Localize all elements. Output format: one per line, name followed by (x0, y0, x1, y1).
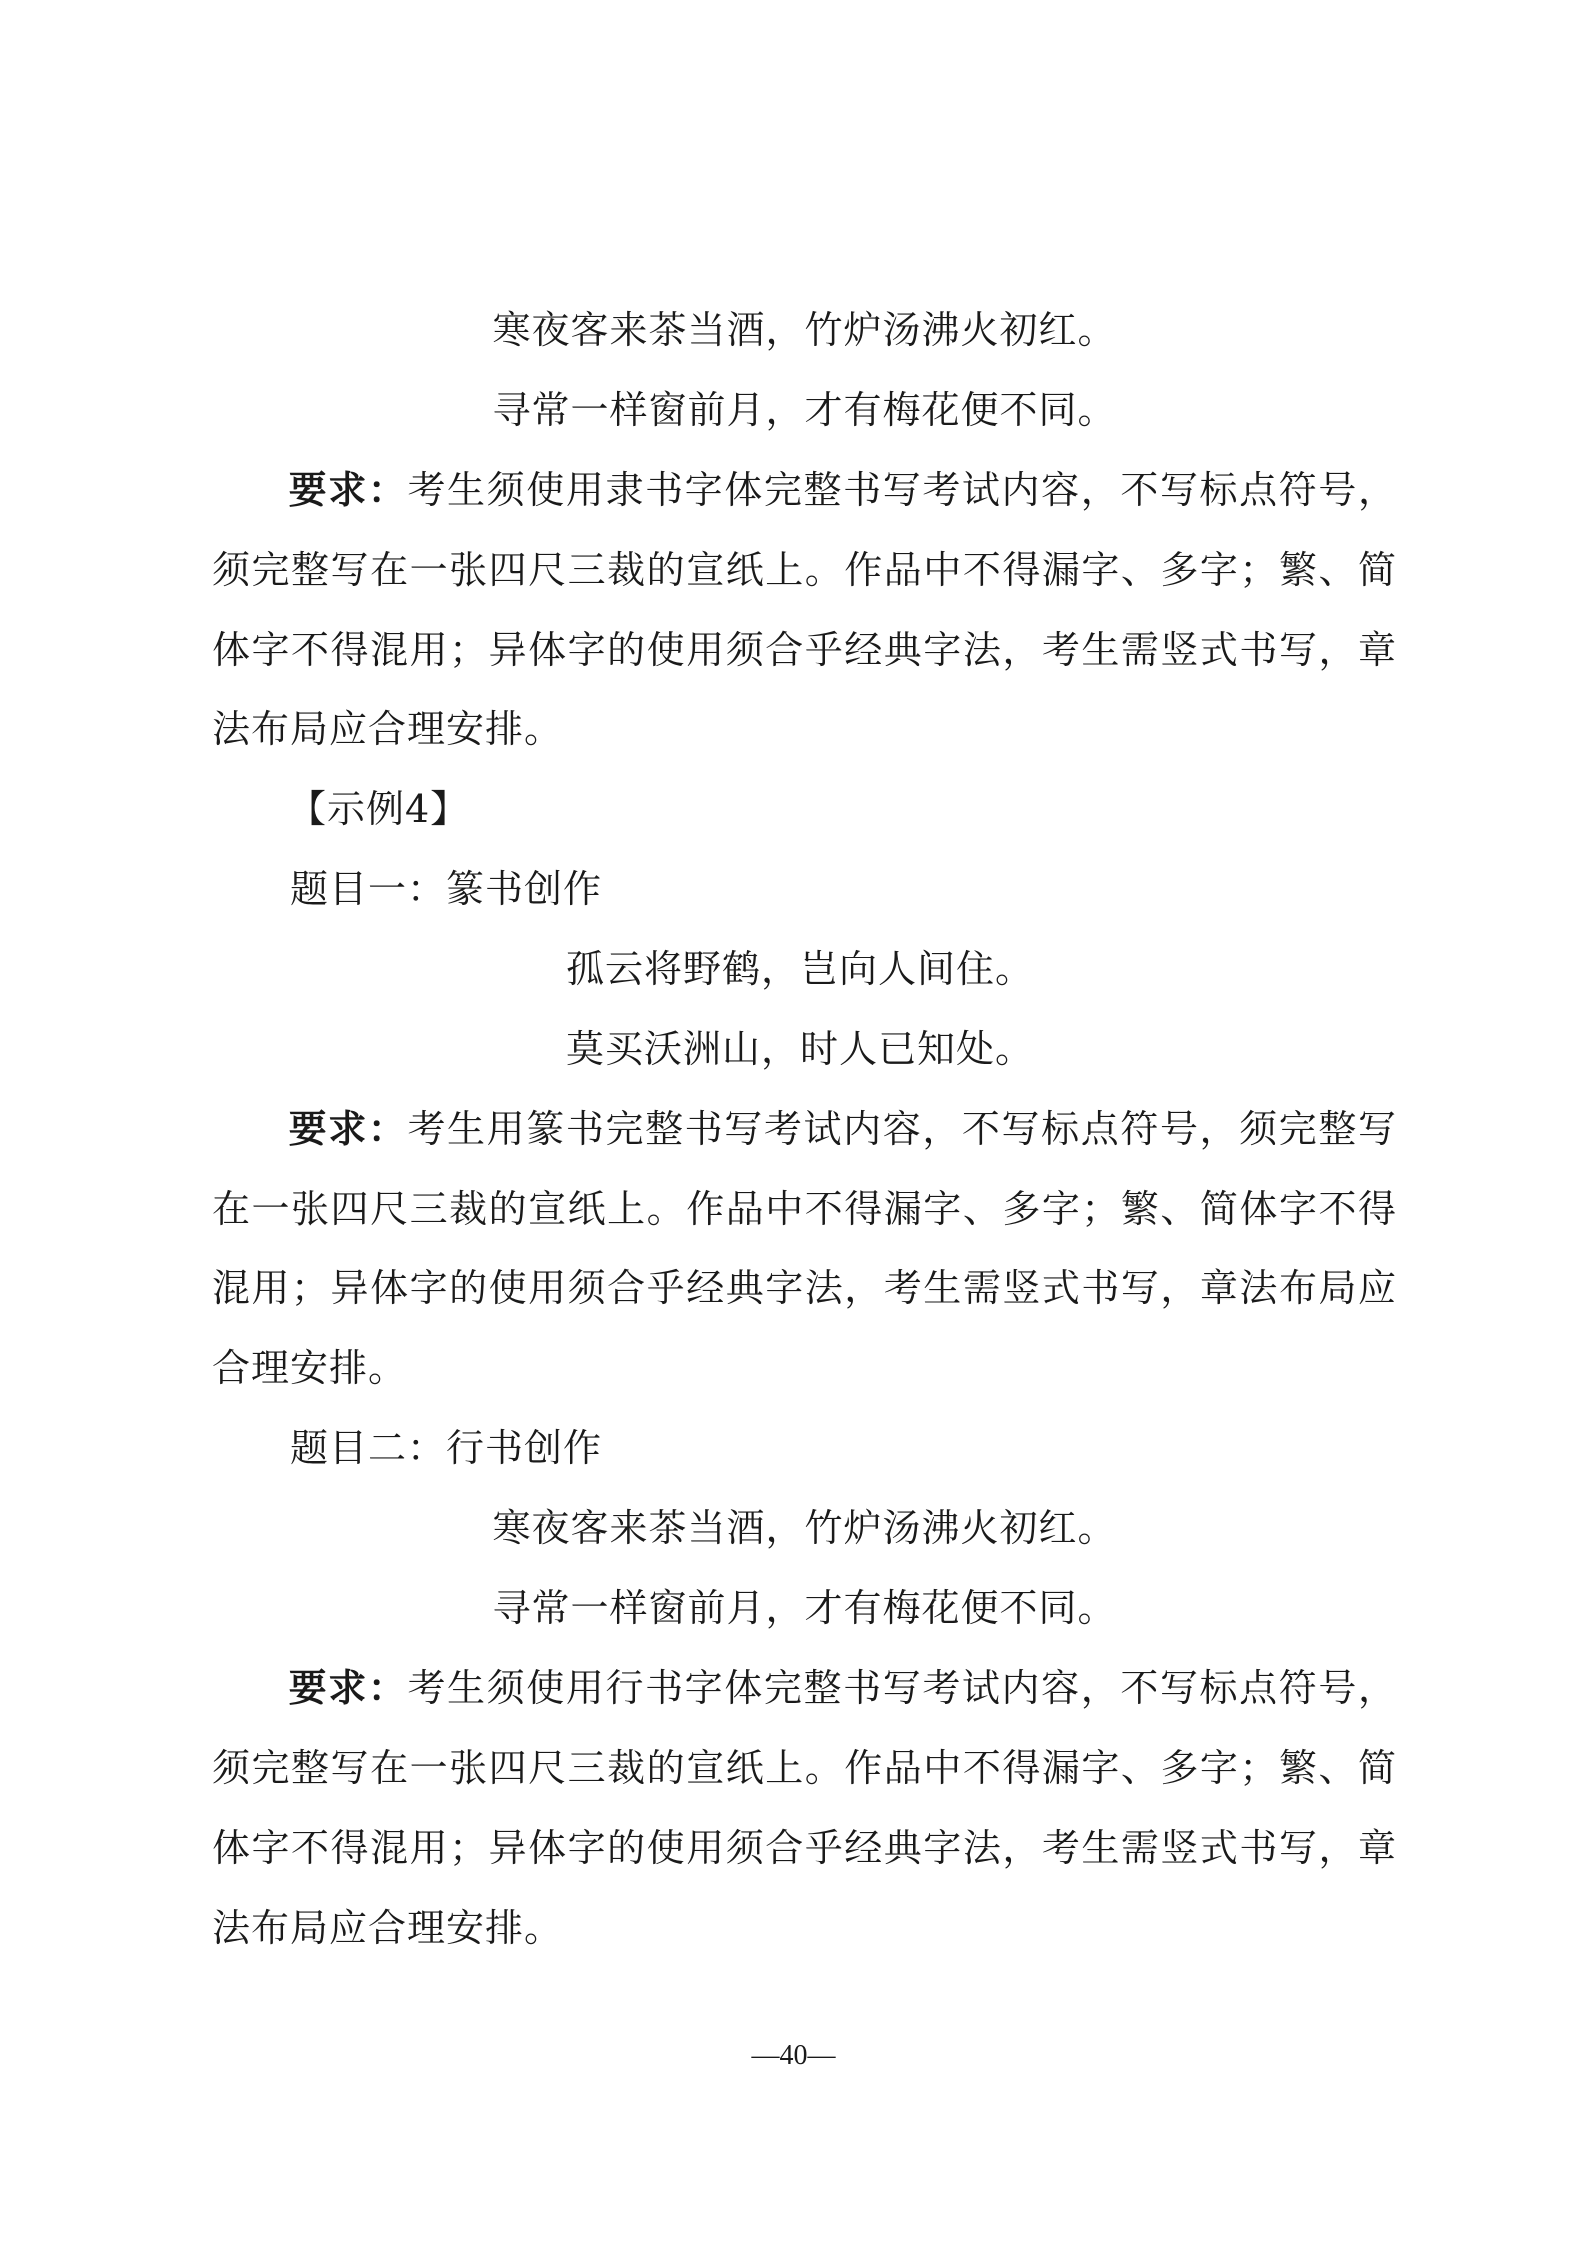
requirement-text: 考生须使用行书字体完整书写考试内容，不写标点符号， (407, 1666, 1397, 1710)
requirement-text: 法布局应合理安排。 (212, 1906, 564, 1950)
requirement-text: 法布局应合理安排。 (212, 707, 564, 751)
requirement-label: 要求： (288, 1665, 408, 1710)
poem-line: 孤云将野鹤，岂向人间住。 (565, 947, 1034, 991)
requirement-paragraph (212, 1662, 1397, 1714)
poem-line: 莫买沃洲山，时人已知处。 (565, 1027, 1034, 1071)
poem-line: 寻常一样窗前月，才有梅花便不同。 (492, 1586, 1117, 1630)
requirement-label: 要求： (288, 467, 408, 512)
topic-title: 题目一：篆书创作 (290, 867, 603, 911)
requirement-text: 体字不得混用；异体字的使用须合乎经典字法，考生需竖式书写，章 (212, 628, 1397, 672)
requirement-text: 须完整写在一张四尺三裁的宣纸上。作品中不得漏字、多字；繁、简 (212, 548, 1397, 592)
requirement-text: 在一张四尺三裁的宣纸上。作品中不得漏字、多字；繁、简体字不得 (212, 1187, 1397, 1231)
requirement-text: 合理安排。 (212, 1346, 408, 1390)
example-heading: 【示例4】 (288, 787, 470, 831)
requirement-label: 要求： (288, 1106, 408, 1151)
requirement-text: 考生须使用隶书字体完整书写考试内容，不写标点符号， (407, 468, 1397, 512)
requirement-text: 混用；异体字的使用须合乎经典字法，考生需竖式书写，章法布局应 (212, 1266, 1397, 1310)
requirement-paragraph (212, 1103, 1397, 1155)
topic-title: 题目二：行书创作 (290, 1426, 603, 1470)
requirement-text: 体字不得混用；异体字的使用须合乎经典字法，考生需竖式书写，章 (212, 1826, 1397, 1870)
poem-line: 寒夜客来茶当酒，竹炉汤沸火初红。 (492, 308, 1117, 352)
poem-line: 寻常一样窗前月，才有梅花便不同。 (492, 388, 1117, 432)
requirement-paragraph (212, 464, 1397, 516)
page-number: —40— (751, 2040, 836, 2071)
poem-line: 寒夜客来茶当酒，竹炉汤沸火初红。 (492, 1506, 1117, 1550)
requirement-text: 考生用篆书完整书写考试内容，不写标点符号，须完整写 (407, 1107, 1397, 1151)
requirement-text: 须完整写在一张四尺三裁的宣纸上。作品中不得漏字、多字；繁、简 (212, 1746, 1397, 1790)
